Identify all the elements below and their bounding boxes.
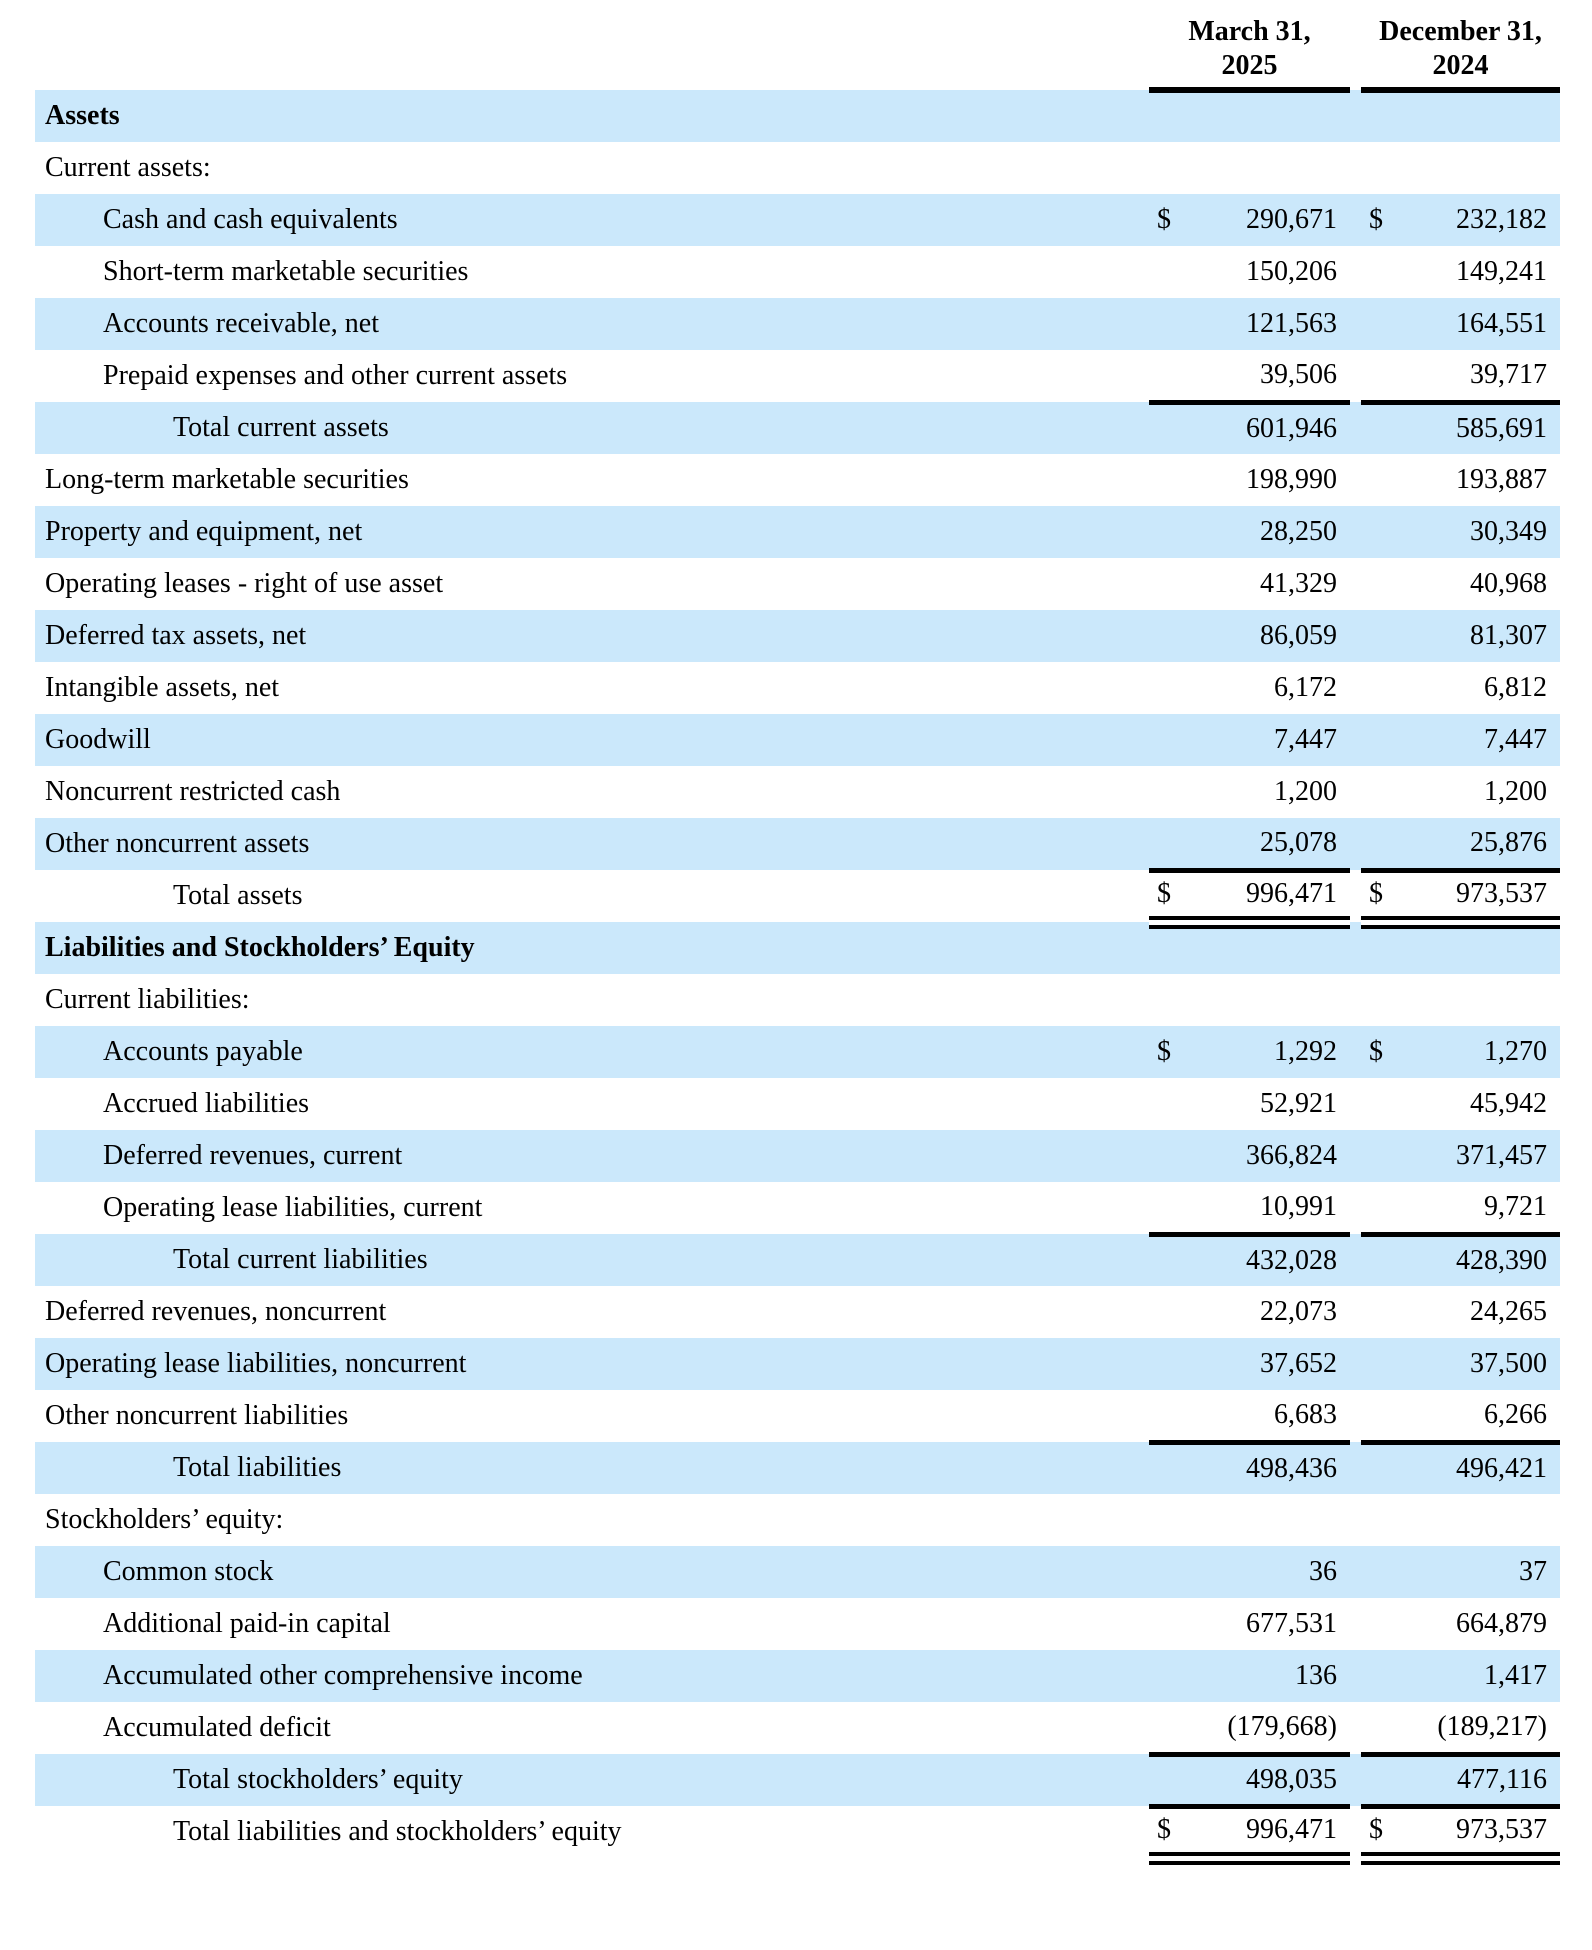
table-row — [35, 1494, 1560, 1546]
column-gap — [1350, 1182, 1361, 1234]
column-gap — [1350, 1390, 1361, 1442]
value-2025: 121,563 — [1189, 298, 1350, 350]
currency-symbol-2025 — [1149, 1702, 1189, 1754]
currency-symbol-2025 — [1149, 766, 1189, 818]
column-gap — [1350, 1130, 1361, 1182]
value-2025: 52,921 — [1260, 1088, 1338, 1119]
value-2024: 7,447 — [1401, 714, 1560, 766]
currency-symbol-2024 — [1361, 1338, 1401, 1390]
value-2025: 6,172 — [1274, 672, 1338, 703]
table-row — [35, 402, 1560, 454]
value-2025: 28,250 — [1189, 506, 1350, 558]
value-2025: 150,206 — [1246, 256, 1338, 287]
table-row — [35, 558, 1560, 610]
currency-symbol-2024 — [1361, 714, 1401, 766]
table-row — [35, 1026, 1560, 1078]
currency-symbol-2024 — [1361, 1754, 1401, 1806]
column-header-2025 — [1149, 14, 1350, 90]
currency-symbol-2025 — [1149, 1286, 1189, 1338]
currency-symbol-2024 — [1361, 1650, 1401, 1702]
column-gap — [1350, 610, 1361, 662]
row-label: Other noncurrent assets — [35, 818, 1149, 870]
value-2025: 498,436 — [1189, 1442, 1350, 1494]
table-row — [35, 1806, 1560, 1858]
value-2025: 601,946 — [1189, 402, 1350, 454]
value-2024 — [1401, 974, 1560, 1026]
currency-symbol-2025: $ — [1149, 1806, 1189, 1858]
row-label: Accounts receivable, net — [35, 298, 1149, 350]
currency-symbol-2025 — [1149, 506, 1189, 558]
column-gap — [1350, 818, 1361, 870]
value-2025: 996,471 — [1189, 1806, 1350, 1858]
column-gap — [1350, 1234, 1361, 1286]
value-2025: 1,292 — [1189, 1026, 1350, 1078]
value-2025: 432,028 — [1189, 1234, 1350, 1286]
currency-symbol-2025 — [1149, 714, 1189, 766]
column-gap — [1350, 454, 1361, 506]
currency-symbol-2025 — [1149, 1598, 1189, 1650]
value-2025: 22,073 — [1260, 1296, 1338, 1327]
table-row — [35, 714, 1560, 766]
value-2024: 664,879 — [1456, 1608, 1548, 1639]
value-2024: 6,812 — [1484, 672, 1548, 703]
currency-symbol-2024 — [1361, 1390, 1401, 1442]
value-2025 — [1189, 974, 1350, 1026]
value-2025: 37,652 — [1189, 1338, 1350, 1390]
column-gap — [1350, 1026, 1361, 1078]
table-row — [35, 662, 1560, 714]
value-2024 — [1401, 922, 1560, 974]
column-gap — [1350, 662, 1361, 714]
value-2024: 428,390 — [1401, 1234, 1560, 1286]
currency-symbol-2024 — [1361, 90, 1401, 142]
currency-symbol-2025 — [1149, 1234, 1189, 1286]
column-gap — [1350, 1546, 1361, 1598]
currency-symbol-2024 — [1361, 402, 1401, 454]
currency-symbol-2024 — [1361, 766, 1401, 818]
currency-symbol-2025 — [1149, 1130, 1189, 1182]
value-2025 — [1189, 90, 1350, 142]
row-label: Cash and cash equivalents — [35, 194, 1149, 246]
table-row — [35, 818, 1560, 870]
currency-symbol-2024 — [1361, 662, 1401, 714]
column-gap — [1350, 974, 1361, 1026]
currency-symbol-2025 — [1149, 1390, 1189, 1442]
table-row — [35, 922, 1560, 974]
value-2024: 37 — [1401, 1546, 1560, 1598]
column-gap — [1350, 1338, 1361, 1390]
value-2024: 1,417 — [1401, 1650, 1560, 1702]
row-label: Noncurrent restricted cash — [45, 776, 341, 807]
column-gap — [1350, 1650, 1361, 1702]
value-2025: 290,671 — [1189, 194, 1350, 246]
value-2024: 149,241 — [1456, 256, 1548, 287]
column-header-2024-line2: 2024 — [1432, 50, 1489, 81]
currency-symbol-2024 — [1361, 506, 1401, 558]
currency-symbol-2024 — [1361, 558, 1401, 610]
currency-symbol-2025: $ — [1149, 1026, 1189, 1078]
table-row — [35, 298, 1560, 350]
table-row — [35, 1442, 1560, 1494]
row-label: Liabilities and Stockholders’ Equity — [35, 922, 1149, 974]
value-2025: 86,059 — [1189, 610, 1350, 662]
row-label: Short-term marketable securities — [103, 256, 469, 287]
value-2024: 37,500 — [1401, 1338, 1560, 1390]
table-row — [35, 1390, 1560, 1442]
currency-symbol-2024: $ — [1361, 1026, 1401, 1078]
row-label: Intangible assets, net — [45, 672, 280, 703]
currency-symbol-2025 — [1149, 1494, 1189, 1546]
row-label: Common stock — [35, 1546, 1149, 1598]
value-2025: 498,035 — [1189, 1754, 1350, 1806]
currency-symbol-2025 — [1149, 1546, 1189, 1598]
value-2024: 973,537 — [1401, 1806, 1560, 1858]
column-gap — [1350, 1494, 1361, 1546]
currency-symbol-2024 — [1361, 246, 1401, 298]
table-row — [35, 610, 1560, 662]
value-2024: 45,942 — [1470, 1088, 1548, 1119]
value-2024: 25,876 — [1401, 818, 1560, 870]
table-body — [35, 90, 1560, 1858]
column-header-2024 — [1361, 14, 1560, 90]
table-row — [35, 766, 1560, 818]
value-2025: 41,329 — [1260, 568, 1338, 599]
currency-symbol-2025: $ — [1149, 870, 1189, 922]
table-row — [35, 1338, 1560, 1390]
currency-symbol-2024 — [1361, 974, 1401, 1026]
table-row — [35, 870, 1560, 922]
row-label: Total liabilities — [35, 1442, 1149, 1494]
table-row — [35, 1182, 1560, 1234]
row-label: Accounts payable — [35, 1026, 1149, 1078]
table-row — [35, 1754, 1560, 1806]
value-2024 — [1401, 1494, 1560, 1546]
value-2024: 477,116 — [1401, 1754, 1560, 1806]
currency-symbol-2025 — [1149, 974, 1189, 1026]
currency-symbol-2024 — [1361, 922, 1401, 974]
table-row — [35, 974, 1560, 1026]
column-gap — [1350, 298, 1361, 350]
value-2024: 973,537 — [1401, 870, 1560, 922]
value-2024: 1,200 — [1484, 776, 1548, 807]
column-gap — [1350, 1598, 1361, 1650]
currency-symbol-2025 — [1149, 1182, 1189, 1234]
column-gap — [1350, 1078, 1361, 1130]
column-header-2025-line1: March 31, — [1188, 16, 1311, 47]
row-label: Other noncurrent liabilities — [45, 1400, 349, 1431]
value-2024: 164,551 — [1401, 298, 1560, 350]
value-2025: 136 — [1189, 1650, 1350, 1702]
currency-symbol-2024 — [1361, 1598, 1401, 1650]
table-row — [35, 506, 1560, 558]
table-row — [35, 350, 1560, 402]
column-gap — [1350, 1286, 1361, 1338]
column-gap — [1350, 402, 1361, 454]
currency-symbol-2025 — [1149, 350, 1189, 402]
currency-symbol-2024: $ — [1361, 194, 1401, 246]
currency-symbol-2025 — [1149, 298, 1189, 350]
currency-symbol-2024 — [1361, 1182, 1401, 1234]
row-label: Goodwill — [35, 714, 1149, 766]
column-gap — [1350, 194, 1361, 246]
row-label: Operating leases - right of use asset — [45, 568, 444, 599]
currency-symbol-2024: $ — [1361, 870, 1401, 922]
currency-symbol-2025 — [1149, 558, 1189, 610]
value-2024: (189,217) — [1401, 1702, 1560, 1754]
value-2025: 1,200 — [1274, 776, 1338, 807]
currency-symbol-2024 — [1361, 454, 1401, 506]
table-row — [35, 1130, 1560, 1182]
currency-symbol-2024 — [1361, 1286, 1401, 1338]
currency-symbol-2024 — [1361, 1078, 1401, 1130]
row-label: Total current assets — [35, 402, 1149, 454]
value-2025: 996,471 — [1189, 870, 1350, 922]
currency-symbol-2024 — [1361, 610, 1401, 662]
currency-symbol-2025 — [1149, 90, 1189, 142]
currency-symbol-2025 — [1149, 662, 1189, 714]
value-2024: 6,266 — [1401, 1390, 1560, 1442]
row-label: Property and equipment, net — [35, 506, 1149, 558]
row-label: Stockholders’ equity: — [45, 1504, 284, 1535]
column-gap — [1350, 246, 1361, 298]
column-gap — [1350, 1806, 1361, 1858]
column-gap — [1350, 870, 1361, 922]
value-2025: 25,078 — [1189, 818, 1350, 870]
value-2024: 9,721 — [1401, 1182, 1560, 1234]
value-2025: 677,531 — [1246, 1608, 1338, 1639]
currency-symbol-2024 — [1361, 298, 1401, 350]
row-label: Total liabilities and stockholders’ equity — [173, 1816, 622, 1847]
table-row — [35, 246, 1560, 298]
value-2024: 371,457 — [1401, 1130, 1560, 1182]
value-2024: 232,182 — [1401, 194, 1560, 246]
table-row — [35, 1286, 1560, 1338]
currency-symbol-2024 — [1361, 1546, 1401, 1598]
currency-symbol-2025 — [1149, 1754, 1189, 1806]
value-2024 — [1401, 142, 1560, 194]
row-label: Total assets — [173, 880, 303, 911]
table-row — [35, 1702, 1560, 1754]
row-label: Accumulated deficit — [103, 1712, 331, 1743]
currency-symbol-2025 — [1149, 142, 1189, 194]
row-label: Deferred revenues, noncurrent — [45, 1296, 387, 1327]
row-label: Operating lease liabilities, current — [103, 1192, 483, 1223]
column-gap — [1350, 1702, 1361, 1754]
table-row — [35, 90, 1560, 142]
currency-symbol-2025 — [1149, 818, 1189, 870]
table-row — [35, 142, 1560, 194]
currency-symbol-2025 — [1149, 922, 1189, 974]
table-row — [35, 1650, 1560, 1702]
currency-symbol-2025 — [1149, 246, 1189, 298]
row-label: Long-term marketable securities — [45, 464, 409, 495]
currency-symbol-2025 — [1149, 610, 1189, 662]
row-label: Additional paid-in capital — [103, 1608, 391, 1639]
row-label: Current liabilities: — [45, 984, 250, 1015]
row-label: Accumulated other comprehensive income — [35, 1650, 1149, 1702]
header-label-spacer — [35, 14, 1149, 90]
column-header-2024-line1: December 31, — [1379, 16, 1542, 47]
currency-symbol-2025: $ — [1149, 194, 1189, 246]
value-2025: (179,668) — [1189, 1702, 1350, 1754]
value-2024: 585,691 — [1401, 402, 1560, 454]
row-label: Total current liabilities — [35, 1234, 1149, 1286]
column-gap — [1350, 90, 1361, 142]
row-label: Deferred tax assets, net — [35, 610, 1149, 662]
row-label: Deferred revenues, current — [35, 1130, 1149, 1182]
column-gap — [1350, 350, 1361, 402]
value-2025 — [1189, 1494, 1350, 1546]
currency-symbol-2025 — [1149, 1650, 1189, 1702]
currency-symbol-2025 — [1149, 454, 1189, 506]
table-row — [35, 1598, 1560, 1650]
currency-symbol-2024 — [1361, 1442, 1401, 1494]
value-2024: 24,265 — [1470, 1296, 1548, 1327]
header-row — [35, 14, 1560, 90]
currency-symbol-2024 — [1361, 1130, 1401, 1182]
row-label: Prepaid expenses and other current assets — [103, 360, 568, 391]
currency-symbol-2024 — [1361, 1234, 1401, 1286]
currency-symbol-2025 — [1149, 402, 1189, 454]
value-2024: 40,968 — [1470, 568, 1548, 599]
currency-symbol-2025 — [1149, 1078, 1189, 1130]
row-label: Current assets: — [45, 152, 211, 183]
header-column-gap — [1350, 14, 1361, 90]
value-2024: 1,270 — [1401, 1026, 1560, 1078]
column-gap — [1350, 922, 1361, 974]
currency-symbol-2024 — [1361, 1494, 1401, 1546]
column-gap — [1350, 506, 1361, 558]
column-gap — [1350, 714, 1361, 766]
value-2025: 7,447 — [1189, 714, 1350, 766]
row-label: Total stockholders’ equity — [35, 1754, 1149, 1806]
column-gap — [1350, 1754, 1361, 1806]
column-gap — [1350, 558, 1361, 610]
currency-symbol-2024 — [1361, 818, 1401, 870]
currency-symbol-2024: $ — [1361, 1806, 1401, 1858]
currency-symbol-2024 — [1361, 1702, 1401, 1754]
table-row — [35, 1234, 1560, 1286]
value-2025 — [1189, 922, 1350, 974]
table-row — [35, 1078, 1560, 1130]
row-label: Operating lease liabilities, noncurrent — [35, 1338, 1149, 1390]
value-2025: 10,991 — [1189, 1182, 1350, 1234]
currency-symbol-2024 — [1361, 350, 1401, 402]
value-2025: 366,824 — [1189, 1130, 1350, 1182]
value-2024: 39,717 — [1401, 350, 1560, 402]
value-2024: 81,307 — [1401, 610, 1560, 662]
table-row — [35, 454, 1560, 506]
currency-symbol-2024 — [1361, 142, 1401, 194]
column-gap — [1350, 142, 1361, 194]
row-label: Accrued liabilities — [103, 1088, 310, 1119]
balance-sheet-table — [35, 14, 1560, 1865]
value-2025: 198,990 — [1246, 464, 1338, 495]
column-gap — [1350, 766, 1361, 818]
value-2024 — [1401, 90, 1560, 142]
column-header-2025-line2: 2025 — [1221, 50, 1278, 81]
currency-symbol-2025 — [1149, 1338, 1189, 1390]
column-gap — [1350, 1442, 1361, 1494]
table-row — [35, 194, 1560, 246]
value-2025: 39,506 — [1189, 350, 1350, 402]
value-2024: 496,421 — [1401, 1442, 1560, 1494]
value-2024: 30,349 — [1401, 506, 1560, 558]
value-2025: 6,683 — [1189, 1390, 1350, 1442]
table-row — [35, 1546, 1560, 1598]
value-2025: 36 — [1189, 1546, 1350, 1598]
row-label: Assets — [35, 90, 1149, 142]
value-2025 — [1189, 142, 1350, 194]
currency-symbol-2025 — [1149, 1442, 1189, 1494]
value-2024: 193,887 — [1456, 464, 1548, 495]
